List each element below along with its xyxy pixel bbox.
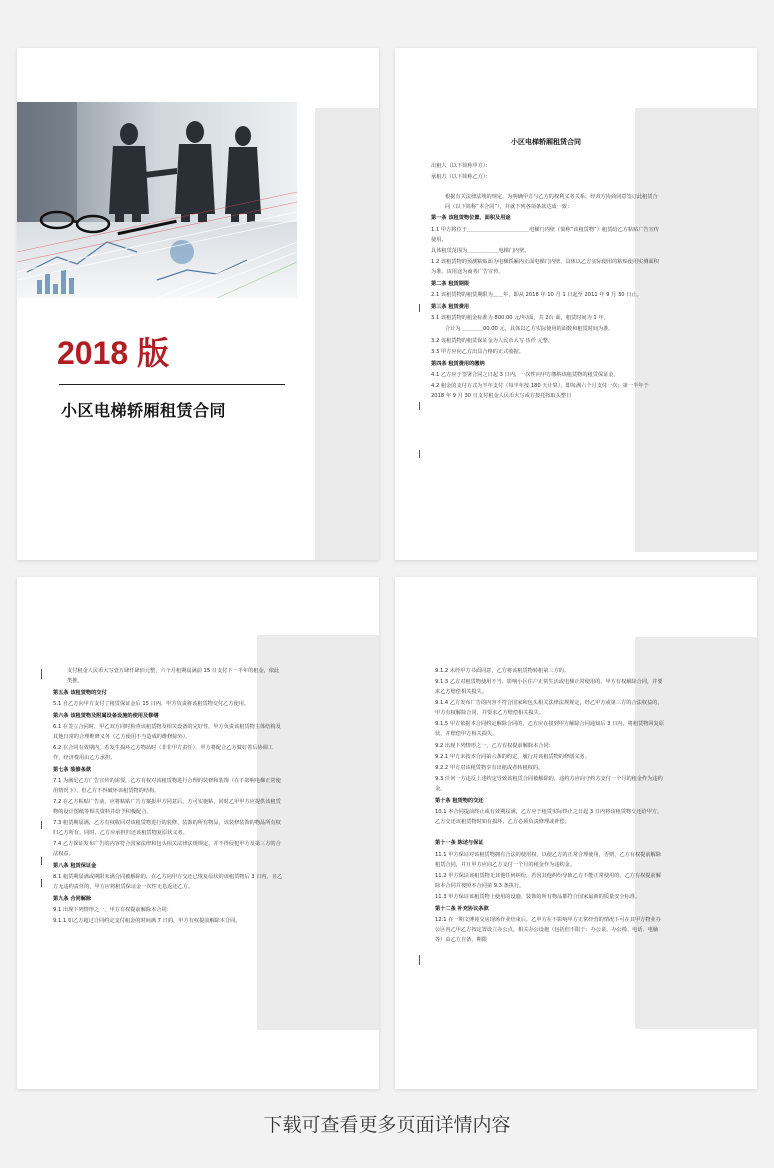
clause-line: 11.3 甲方保证该租赁物上使用的设施、装饰的所有物品都符合国家最新的质量安全标准。 — [435, 893, 641, 900]
clause-line: 12.1 在一期文博苑交房现场作业结束后，乙甲方在不影响甲方正常经营的情况下可在其甲方物业办公区内乙甲乙方按定置设立办公点，相关办公设施（包括但不限于：办公桌、办公椅、电话、电脑等）由乙方自备，期限 — [435, 917, 661, 943]
contract-page-1 — [395, 48, 757, 560]
clause-line: 承租方（以下简称乙方）： — [431, 174, 491, 181]
clause-line: 5.1 自乙方向甲方支付了租赁保证金后 15 日内，甲方负责将该租赁物交付乙方使用。 — [53, 700, 250, 707]
clause-line: 3.2 该租赁物的租赁保证金为人民币大写 伍仟 元整。 — [431, 337, 554, 344]
clause-heading: 第一条 该租赁物位置、面积及用途 — [431, 215, 511, 222]
contract-text-page-2 — [53, 667, 283, 929]
clause-line: 根据有关法律法规的规定，为明确甲方与乙方的权利义务关系，经双方协商同意签订此租赁合同（以下简称“本合同”），并就下列各项条款达成一致： — [445, 193, 658, 210]
clause-heading: 第八条 租赁保证金 — [53, 862, 97, 869]
clause-line: 9.2 出现下列情形之一，乙方有权提前解除本合同： — [435, 742, 554, 749]
clause-line: 4.1 乙方应于签署合同之日起 3 日内，一次性向甲方缴纳该租赁物的租赁保证金。 — [431, 372, 619, 379]
cover-business-photo — [17, 102, 297, 298]
contract-page-2 — [17, 577, 379, 1089]
clause-line: 11.1 甲方保证对该租赁物拥有合法的使用权，以使乙方的正常合理使用，否则，乙方有权提前解除租赁合同，并且甲方应向乙方支付一个月的租金作为违约金。 — [435, 851, 661, 868]
margin-mark — [41, 879, 42, 887]
margin-mark — [41, 821, 42, 829]
cover-title: 小区电梯轿厢租赁合同 — [61, 401, 227, 420]
clause-line: 7.3 租赁期届满，乙方有权收回对该租赁物进行的装修、装饰的所有物品，该装修装饰的物品所有权归乙方所有。同时，乙方应承担归还该租赁物复原状义务。 — [53, 820, 281, 836]
clause-line: 9.1.5 甲方依据本合同约定解除合同的，乙方应在接到甲方解除合同通知后 3 日内，将租赁物回复原状，并赔偿甲方相关损失。 — [435, 721, 664, 738]
cover-year: 2018 版 — [57, 335, 170, 371]
clause-heading: 第十条 租赁物的交还 — [435, 798, 484, 805]
clause-line: 8.1 租赁期届满或期限未满合同被解除的，在乙方向甲方交还已恢复原状的该租赁物后 3 日内，且乙方无违约责任的，甲方应将租赁保证金一次性无息返还乙方。 — [53, 874, 283, 890]
clause-line: 9.1.1 如乙方超过合同约定支付租金的时间满 7 日的，甲方有权提前解除本合同。 — [53, 918, 241, 925]
clause-line: 3.3 甲方应向乙方出具合格的正式收据。 — [431, 349, 524, 356]
clause-line: 2.1 该租赁物的租赁期限为＿＿年，即从 2018 年 10 月 1 日起至 2011 年 9 月 30 日止。 — [431, 292, 642, 299]
margin-mark — [41, 857, 42, 865]
margin-mark — [419, 304, 420, 312]
clause-line: 7.4 乙方保证发布广告的内容符合国家法律和包头相关法律法规规定，并不得侵犯甲方及第三方的合法权益。 — [53, 841, 281, 858]
download-more-caption: 下载可查看更多页面详情内容 — [263, 1114, 511, 1136]
clause-line: 9.1.4 乙方发布广告的内容不符合国家和包头相关法律法规规定，经乙甲方或第三方的合法权益的，甲方有权解除合同，并要求乙方赔偿相关损失。 — [435, 700, 663, 717]
clause-heading: 第三条 租赁费用 — [431, 303, 470, 310]
cover-divider — [59, 384, 285, 385]
clause-line: 9.1.3 乙方对租赁物使用不当，影响小区住户正常生活或电梯正常使用的，甲方有权解除合同，并要求乙方赔偿相关损失。 — [435, 679, 663, 696]
contract-text-page-3 — [435, 667, 665, 947]
clause-line: 7.2 在乙方粘贴广告前，应将粘贴广告方案报甲方同意后，方可实施粘，同时乙甲甲方应提供该租赁物的设计图纸等相关资料并给予积极配合。 — [53, 799, 281, 815]
clause-line: 6.2 在合同有效期内，若发生损坏乙方物品时（非非甲方责任），甲方将配合乙方做好善后协调工作，经济费用由乙方承担。 — [53, 745, 273, 761]
clause-line: 9.2.1 甲方未按本合同第六条的约定，履行对该租赁物的修缮义务。 — [435, 753, 590, 760]
margin-mark — [419, 402, 420, 410]
margin-mark — [419, 955, 420, 965]
clause-line: 合计为 ＿＿＿＿00.00 元，具体以乙方实际使用的面数和租赁时间为准。 — [445, 326, 614, 333]
clause-line: 具体租赁范围为＿＿＿＿＿＿电梯门内壁。 — [431, 247, 530, 254]
contract-text-page-1 — [431, 138, 661, 404]
clause-heading: 第九条 合同解除 — [53, 895, 92, 902]
clause-line: 9.1.2 未经甲方书面同意，乙方将该租赁物转租第三方的。 — [435, 668, 570, 674]
contract-page-3 — [395, 577, 757, 1089]
margin-mark — [41, 669, 42, 679]
cover-grey-strip — [315, 108, 379, 560]
margin-mark — [419, 450, 420, 458]
contract-clauses — [435, 667, 665, 945]
clause-line: 出租人（以下简称甲方）： — [431, 162, 491, 169]
clause-heading: 第七条 装修条款 — [53, 766, 92, 773]
clause-line: 1.1 甲方将位于＿＿＿＿＿＿＿＿＿＿＿＿电梯门内壁（简称“该租赁物”）租赁给乙方粘贴广告宣传使用。 — [431, 226, 659, 243]
clause-line — [435, 829, 665, 837]
contract-clauses — [431, 162, 661, 402]
clause-heading: 第五条 该租赁物的交付 — [53, 689, 107, 696]
clause-heading: 第二条 租赁期限 — [431, 280, 470, 287]
clause-line: 9.1 出现下列情形之一，甲方有权提前解除本合同： — [53, 907, 172, 914]
contract-title: 小区电梯轿厢租赁合同 — [511, 138, 581, 146]
clause-line: 6.1 在签立合同时，甲乙双方同时检查该租赁物及相关设备的完好性。甲方负责该租赁物主体结构及其他日常的合理维修义务（乙方使用不当造成的维修除外）。 — [53, 723, 281, 740]
clause-line: 7.1 为满足乙方广告宣传的需要，乙方有权对该租赁物进行合理的装修和装饰（在不影响电梯正常使用情况下），但乙方不得破坏该租赁物的结构。 — [53, 777, 281, 794]
clause-line: 3.1 该租赁物的租金标准为 800.00 元/年/面，共 2台 面，租赁时间为 1 年， — [431, 315, 609, 322]
clause-line: 1.2 该租赁物的预测粘贴面为电梯轿厢内正面电梯门内壁，具体以乙方实际使用的粘贴使用实测面积为准。该用途为商务广告宣传。 — [431, 259, 659, 275]
clause-line: 11.2 甲方保证该租赁物无其他任何纠纷，若因其他纠纷导致乙方不能正常使用的，乙方有权提前解除本合同并按照本合同第 9.3 条执行。 — [435, 872, 661, 889]
clause-line: 4.2 租金的支付方式为半年支付（每半年按 180 天计算），即每满六个月支付一次；第一半年于 2018 年 9 月 30 日支付租金人民币大写或方按托按取头整日 — [431, 383, 649, 400]
clause-line: 9.3 任何一方违反上述约定导致该租赁合同被解除的，违约方应向守约方支付一个月的租金作为违约金。 — [435, 776, 663, 793]
clause-heading: 第四条 租赁费用的缴纳 — [431, 360, 485, 367]
contract-clauses — [53, 667, 283, 927]
clause-heading: 第六条 该租赁物及附属设备设施的使用及修缮 — [53, 712, 159, 719]
clause-line: 支付租金人民币大写壹万肆仟肆佰元整，六个月租期届满前 15 日支付下一半年的租金，依此类推。 — [67, 668, 280, 684]
clause-heading: 第十二条 补充协议条款 — [435, 905, 489, 912]
cover-page — [17, 48, 379, 560]
clause-heading: 第十一条 陈述与保证 — [435, 840, 484, 847]
clause-line: 10.1 本合同提前终止或有效期届满，乙方应于租赁实际终止之日起 3 日内将该租赁物交还给甲方。乙方交还该租赁物时如有损坏，乙方必须负责修理或补偿。 — [435, 809, 663, 826]
clause-line: 9.2.2 甲方对该租赁物享有出租或者转租权的。 — [435, 765, 544, 772]
